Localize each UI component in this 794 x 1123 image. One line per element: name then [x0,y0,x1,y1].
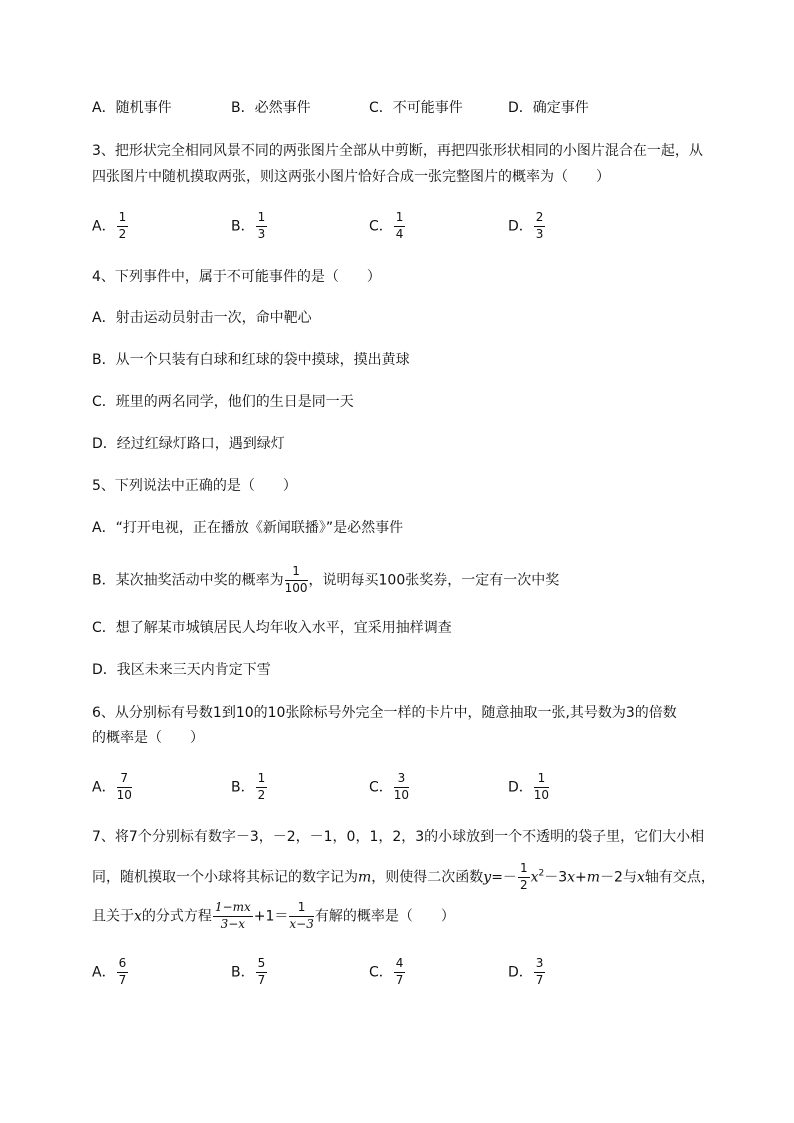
fraction: $\frac{3}{7}$ [535,956,544,987]
q4-option-d: D．经过红绿灯路口，遇到绿灯 [92,436,285,452]
q3-option-d: D． $\frac{2}{3}$ [508,210,544,241]
q6-option-a: A． $\frac{7}{10}$ [92,771,132,802]
fraction: $\frac{7}{10}$ [116,771,132,802]
fraction: $\frac{1}{3}$ [257,210,266,241]
q4-option-a: A．射击运动员射击一次，命中靶心 [92,310,312,326]
q7-stem-line2: 同，随机摸取一个小球将其标记的数字记为m，则使得二次函数y=－ $\frac{1}{2}$ $x^2-3x+m-2$与x轴有交点， [92,861,715,892]
q5-option-b: B．某次抽奖活动中奖的概率为 $\frac{1}{100}$ ，说明每买100张奖券，一定有一次中奖 [92,564,560,595]
q6-stem-line1: 6、从分别标有号数1到10的10张除标号外完全一样的卡片中，随意抽取一张,其号数为3的倍数 [92,705,677,721]
q4-option-b: B．从一个只装有白球和红球的袋中摸球，摸出黄球 [92,352,410,368]
q5-option-d: D．我区未来三天内肯定下雪 [92,662,271,678]
fraction: $\frac{2}{3}$ [535,210,544,241]
fraction: $\frac{1}{10}$ [533,771,550,802]
q6-stem-line2: 的概率是（ ） [92,730,204,746]
fraction: $\frac{1}{2}$ [118,210,127,241]
fraction: $\frac{1}{4}$ [395,210,404,241]
q2-option-c: C．不可能事件 [369,100,463,116]
q4-stem: 4、下列事件中，属于不可能事件的是（ ） [92,269,381,285]
q7-option-d: D． $\frac{3}{7}$ [508,956,544,987]
fraction: $\frac{4}{7}$ [395,956,404,987]
fraction: $\frac{5}{7}$ [257,956,266,987]
q3-stem-line1: 3、把形状完全相同风景不同的两张图片全部从中剪断，再把四张形状相同的小图片混合在一起，从 [92,143,703,159]
q7-option-a: A． $\frac{6}{7}$ [92,956,127,987]
q5-option-c: C．想了解某市城镇居民人均年收入水平，宜采用抽样调查 [92,620,452,636]
q3-option-b: B． $\frac{1}{3}$ [231,210,266,241]
q3-option-a: A． $\frac{1}{2}$ [92,210,127,241]
fraction: $\frac{1}{x-3}$ [289,900,314,931]
fraction: $\frac{1}{2}$ [257,771,266,802]
fraction: $\frac{1}{2}$ [519,861,528,892]
q7-stem-line1: 7、将7个分别标有数字－3，－2，－1，0，1，2，3的小球放到一个不透明的袋子里，它们大小相 [92,829,705,845]
q5-stem: 5、下列说法中正确的是（ ） [92,478,297,494]
q2-option-b: B．必然事件 [231,100,311,116]
q4-option-c: C．班里的两名同学，他们的生日是同一天 [92,394,354,410]
q7-option-b: B． $\frac{5}{7}$ [231,956,266,987]
q6-option-b: B． $\frac{1}{2}$ [231,771,266,802]
fraction: $\frac{1-mx}{3-x}$ [214,900,251,931]
q5-option-a: A．“打开电视，正在播放《新闻联播》”是必然事件 [92,520,404,536]
q6-option-c: C． $\frac{3}{10}$ [369,771,410,802]
q6-option-d: D． $\frac{1}{10}$ [508,771,550,802]
fraction: $\frac{1}{100}$ [284,564,308,595]
q3-stem-line2: 四张图片中随机摸取两张，则这两张小图片恰好合成一张完整图片的概率为（ ） [92,169,610,185]
fraction: $\frac{6}{7}$ [118,956,127,987]
q2-option-a: A．随机事件 [92,100,172,116]
q7-stem-line3: 且关于x的分式方程 $\frac{1-mx}{3-x}$ +1＝ $\frac{1}{x-3}$ 有解的概率是（ ） [92,900,455,931]
fraction: $\frac{3}{10}$ [393,771,410,802]
q7-option-c: C． $\frac{4}{7}$ [369,956,404,987]
q2-option-d: D．确定事件 [508,100,589,116]
q3-option-c: C． $\frac{1}{4}$ [369,210,404,241]
